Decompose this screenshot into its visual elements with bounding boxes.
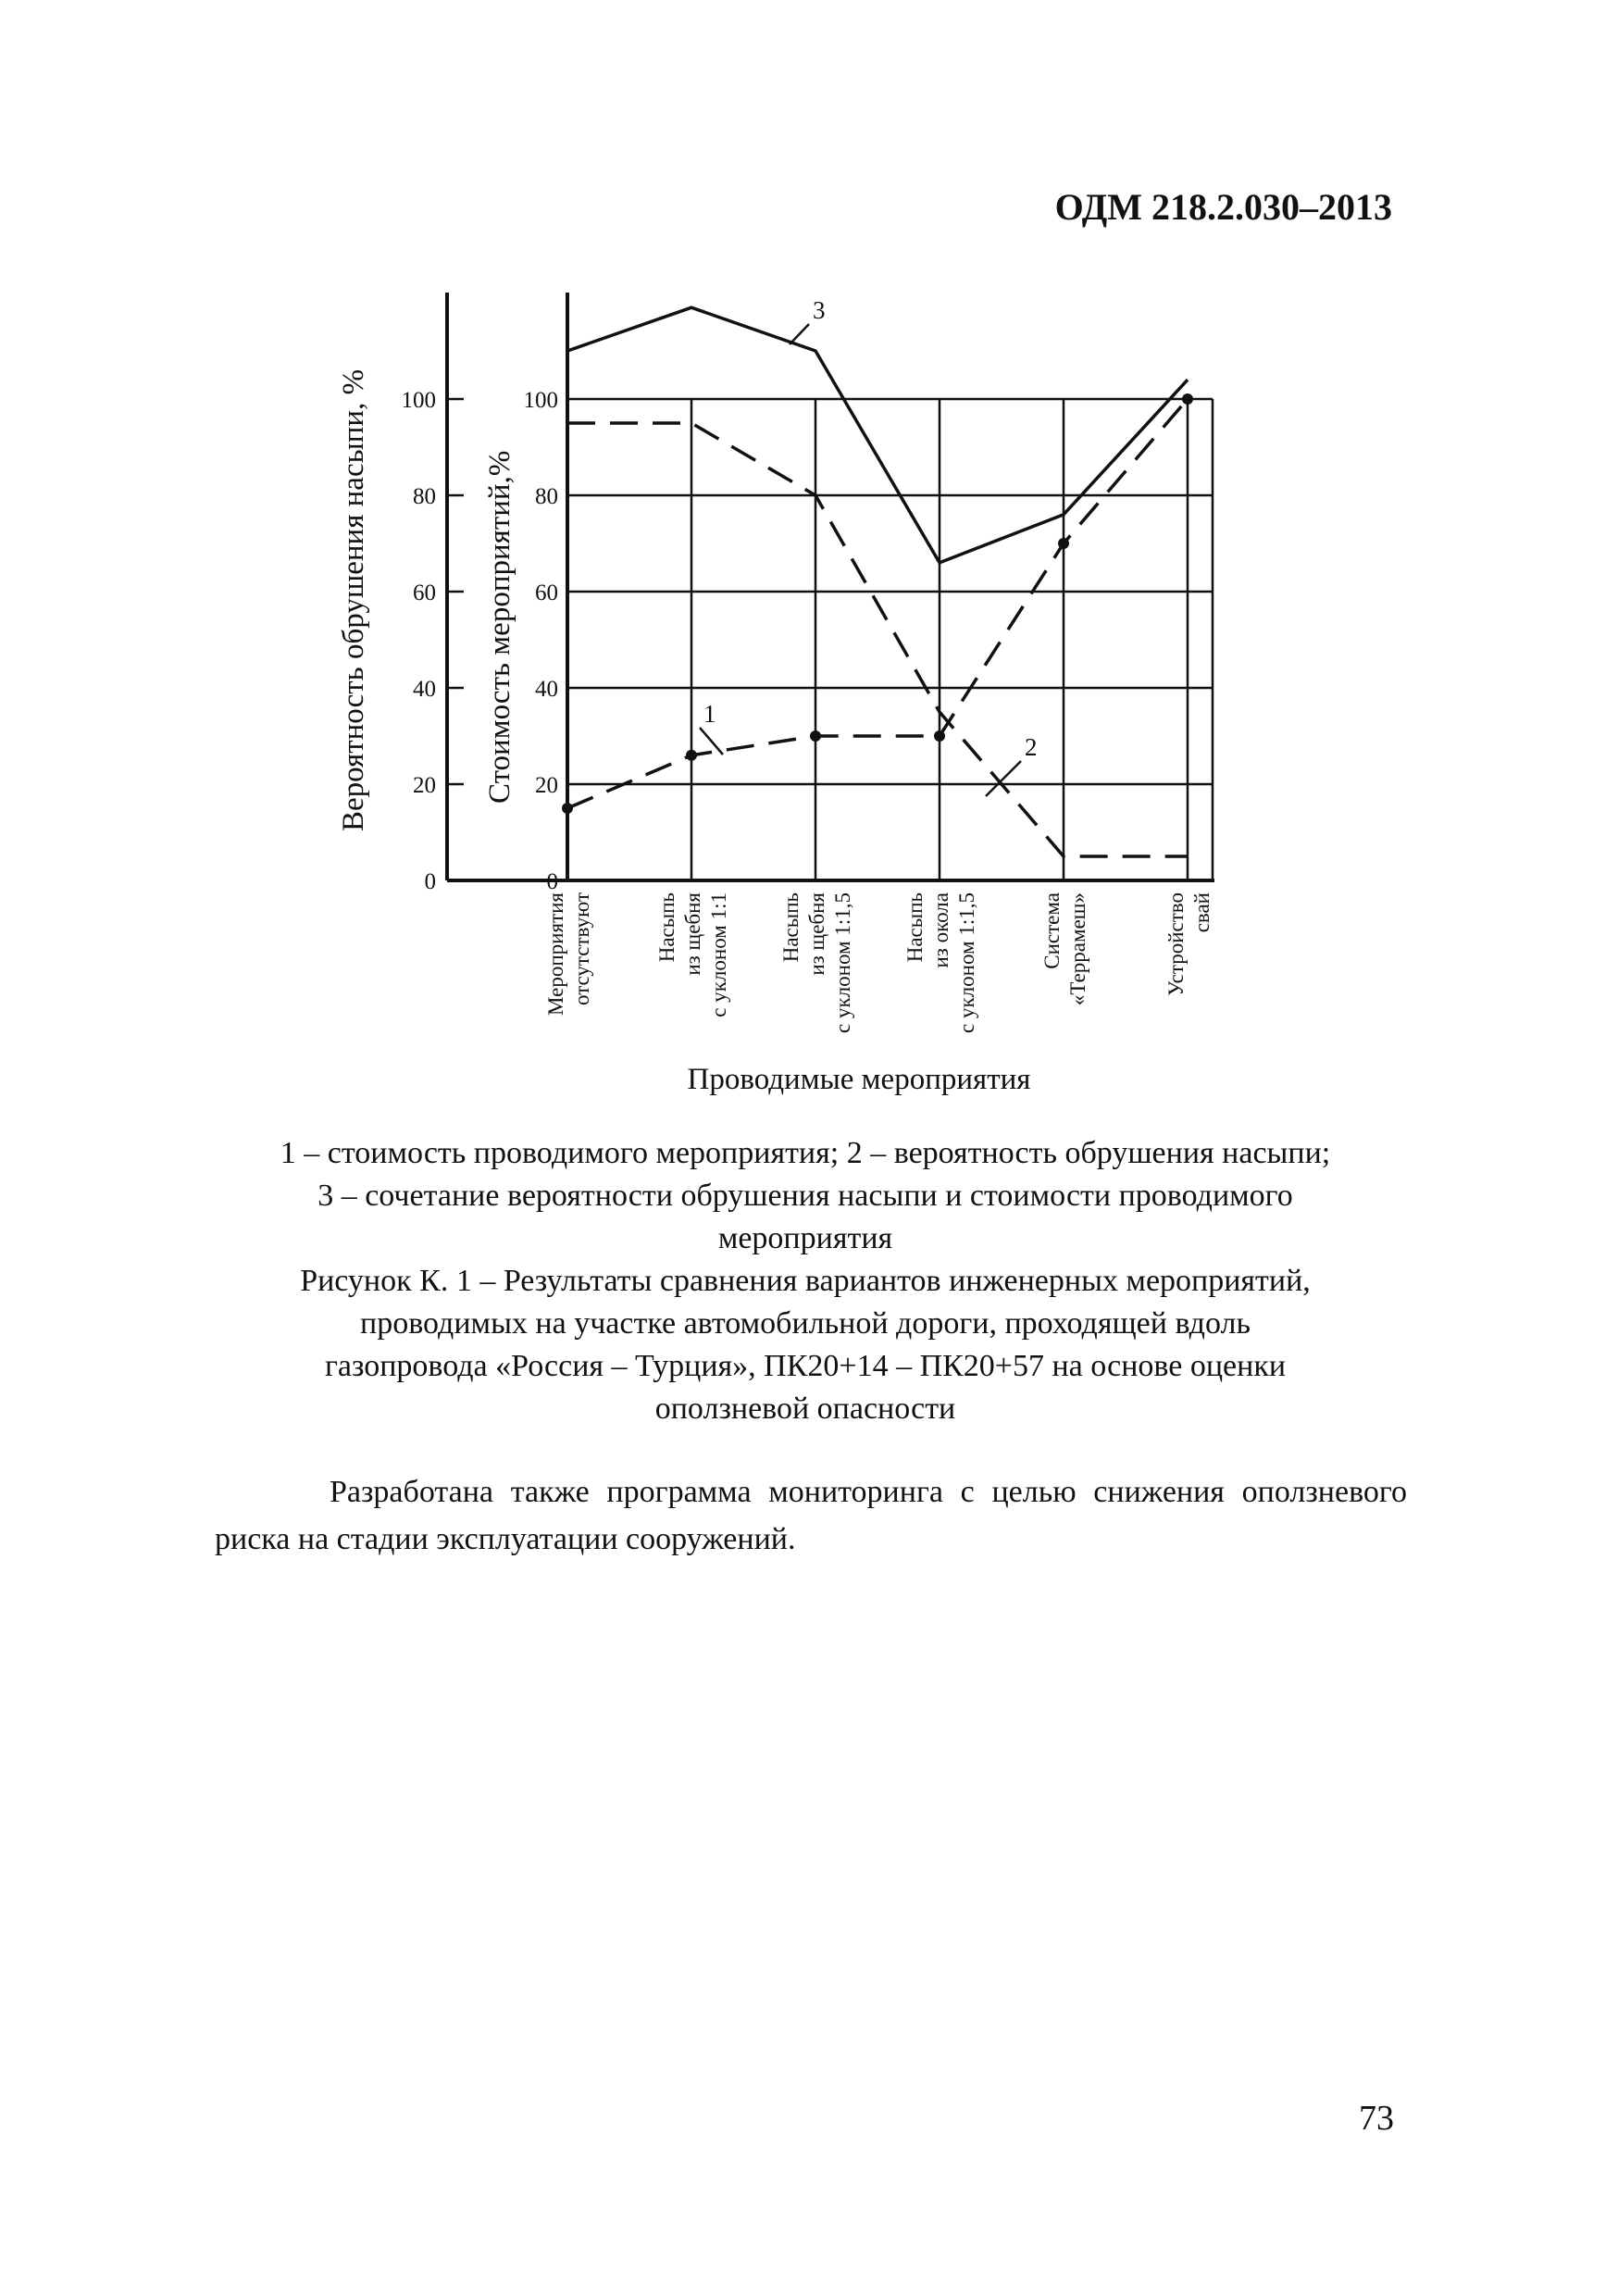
series-line-2 [567,423,1188,856]
x-tick-label: из окола [929,892,952,968]
series-line-3 [567,307,1188,563]
x-tick-label: Устройство [1164,892,1188,996]
legend-line: 3 – сочетание вероятности обрушения насыпи и стоимости проводимого [317,1179,1293,1213]
x-tick-label: свай [1190,892,1214,933]
document-id: ОДМ 218.2.030–2013 [1054,186,1392,228]
figure-title-line: Рисунок К. 1 – Результаты сравнения вариантов инженерных мероприятий, [300,1264,1311,1298]
y-tick-label-right: 40 [535,677,558,702]
series-label-leader [790,324,809,344]
x-tick-label: Насыпь [655,892,678,963]
chart-figure [324,278,1250,1111]
y-tick-label-right: 80 [535,484,558,509]
y-tick-label-left: 60 [413,580,436,605]
y-axis-label-left: Вероятность обрушения насыпи, % [337,368,370,831]
x-tick-label: с уклоном 1:1 [707,892,730,1017]
x-tick-label: из щебня [681,892,704,976]
y-tick-label-right: 60 [535,580,558,605]
chart-labels [402,296,1214,1033]
y-tick-label-right: 100 [523,388,558,413]
legend-line: 1 – стоимость проводимого мероприятия; 2 – вероятность обрушения насыпи; [280,1136,1331,1170]
y-tick-label-left: 100 [401,388,436,413]
x-tick-label: отсутствуют [570,892,593,1006]
x-tick-label: Насыпь [903,892,927,963]
data-point [1182,393,1193,405]
y-tick-label-left: 40 [413,677,436,702]
legend-line: мероприятия [717,1221,893,1255]
cost-probability-chart [324,278,1250,1111]
x-tick-label: с уклоном 1:1,5 [831,892,854,1033]
series-label-leader [700,728,723,755]
x-tick-label: Насыпь [779,892,803,963]
series-label: 2 [1025,733,1038,761]
series-label: 1 [703,700,716,728]
figure-title-line: оползневой опасности [654,1391,956,1426]
data-point [934,730,945,742]
x-tick-label: из щебня [805,892,828,976]
y-tick-label-right: 0 [546,869,558,894]
page-number: 73 [1359,2099,1394,2138]
chart-axes [447,293,1214,880]
y-axis-label-right: Стоимость мероприятий,% [483,450,517,804]
x-axis-label: Проводимые мероприятия [687,1063,1031,1096]
x-tick-label: с уклоном 1:1,5 [955,892,978,1033]
series-label: 3 [813,296,826,324]
data-point [562,803,573,814]
data-point [1058,538,1069,549]
body-paragraph: Разработана также программа мониторинга с целью снижения оползневого риска на стадии эксплуатации сооружений. [215,1475,1407,1556]
x-tick-label: Система [1040,892,1064,969]
y-tick-label-left: 80 [413,484,436,509]
figure-title-line: проводимых на участке автомобильной дороги, проходящей вдоль [360,1306,1251,1341]
y-tick-label-left: 0 [424,869,436,894]
series-label-leader [986,761,1021,796]
y-tick-label-right: 20 [535,773,558,798]
x-tick-label: Мероприятия [544,892,567,1016]
x-tick-label: «Террамеш» [1066,892,1089,1006]
data-point [810,730,821,742]
data-point [686,750,697,761]
chart-grid [567,399,1213,880]
figure-caption [185,1132,1425,1430]
y-tick-label-left: 20 [413,773,436,798]
figure-title-line: газопровода «Россия – Турция», ПК20+14 – ПК20+57 на основе оценки [324,1349,1287,1383]
chart-series [562,307,1193,856]
